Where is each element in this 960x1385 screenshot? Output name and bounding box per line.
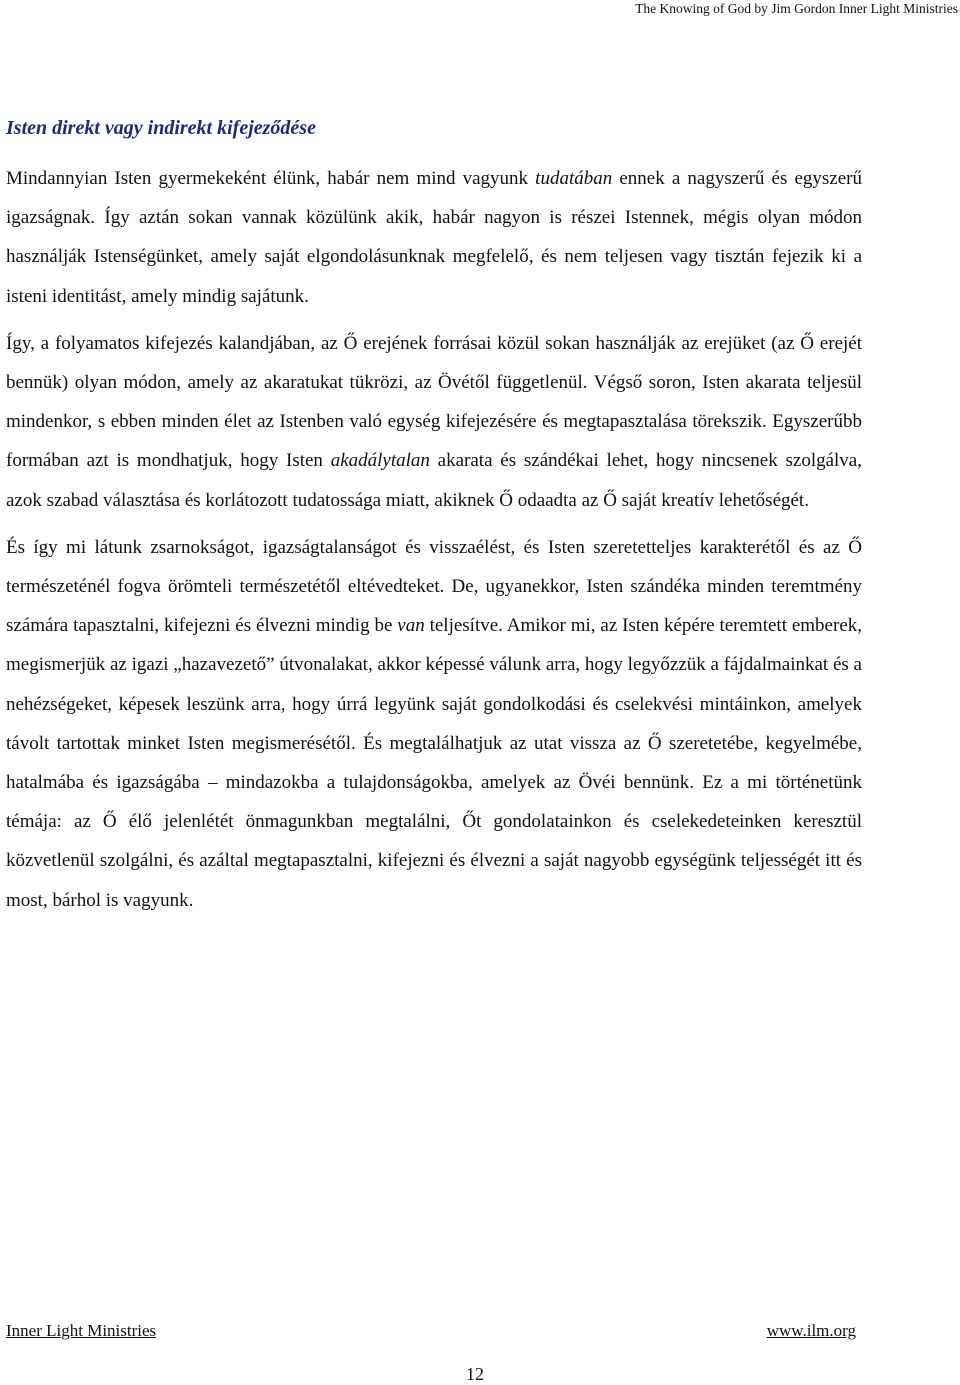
footer-organization: Inner Light Ministries (6, 1321, 157, 1340)
paragraph-segment-italic: van (397, 615, 425, 637)
paragraph-1 (6, 159, 862, 316)
section-title: Isten direkt vagy indirekt kifejeződése (6, 117, 316, 139)
paragraph-segment: akarata és szándékai lehet, hogy nincsenek szolgálva, azok szabad választása és korlátozott tudatossága miatt, akiknek Ő odaadta az Ő saját kreatív lehetőségét. (6, 450, 862, 511)
paragraph-segment-italic: tudatában (535, 168, 613, 189)
paragraph-segment: Mindannyian Isten gyermekeként élünk, habár nem mind vagyunk (6, 168, 536, 189)
running-header: The Knowing of God by Jim Gordon Inner Light Ministries (635, 1, 958, 16)
paragraph-segment-italic: akadálytalan (330, 450, 430, 472)
paragraph-segment: teljesítve. Amikor mi, az Isten képére teremtett emberek, megismerjük az igazi „hazavezető” útvonalakat, akkor képessé válunk arra, hogy legyőzzük a fájdalmainkat és a nehézségeket, képesek leszünk arra, hogy úrrá legyünk saját gondolkodási és cselekvési mintáinkon, amelyek távolt tartottak minket Isten megismerésétől. És megtalálhatjuk az utat vissza az Ő szeretetébe, kegyelmébe, hatalmába és igazságába – mindazokba a tulajdonságokba, amelyek az Övéi bennünk. Ez a mi történetünk témája: az Ő élő jelenlétét önmagunkban megtalálni, Őt gondolatainkon és cselekedeteinken keresztül közvetlenül szolgálni, és azáltal megtapasztalni, kifejezni és élvezni a saját nagyobb egységünk teljességét itt és most, bárhol is vagyunk. (6, 615, 862, 911)
paragraph-2 (6, 324, 862, 520)
paragraph-segment: Így, a folyamatos kifejezés kalandjában, az Ő erejének forrásai közül sokan használják az erejüket (az Ő erejét bennük) olyan módon, amely az akaratukat tükrözi, az Övétől függetlenül. Végső soron, Isten akarata teljesül mindenkor, s ebben minden élet az Istenben való egység kifejezésére és megtapasztalása törekszik. Egyszerűbb formában azt is mondhatjuk, hogy Isten (6, 332, 862, 472)
paragraph-segment: ennek a nagyszerű és egyszerű igazságnak. Így aztán sokan vannak közülünk akik, habár nagyon is részei Istennek, mégis olyan módon használják Istenségünket, amely saját elgondolásunknak megfelelő, és nem teljesen vagy tisztán fejezik ki a isteni identitást, amely mindig sajátunk. (6, 168, 862, 307)
paragraph-segment: És így mi látunk zsarnokságot, igazságtalanságot és visszaélést, és Isten szeretetteljes karakterétől és az Ő természeténél fogva örömteli természetétől eltévedteket. De, ugyanekkor, Isten szándéka minden teremtmény számára tapasztalni, kifejezni és élvezni mindig be (6, 536, 862, 637)
paragraph-3 (6, 528, 862, 920)
page-number: 12 (466, 1364, 484, 1384)
footer-website-link[interactable]: www.ilm.org (766, 1321, 856, 1340)
main-content (6, 112, 862, 920)
